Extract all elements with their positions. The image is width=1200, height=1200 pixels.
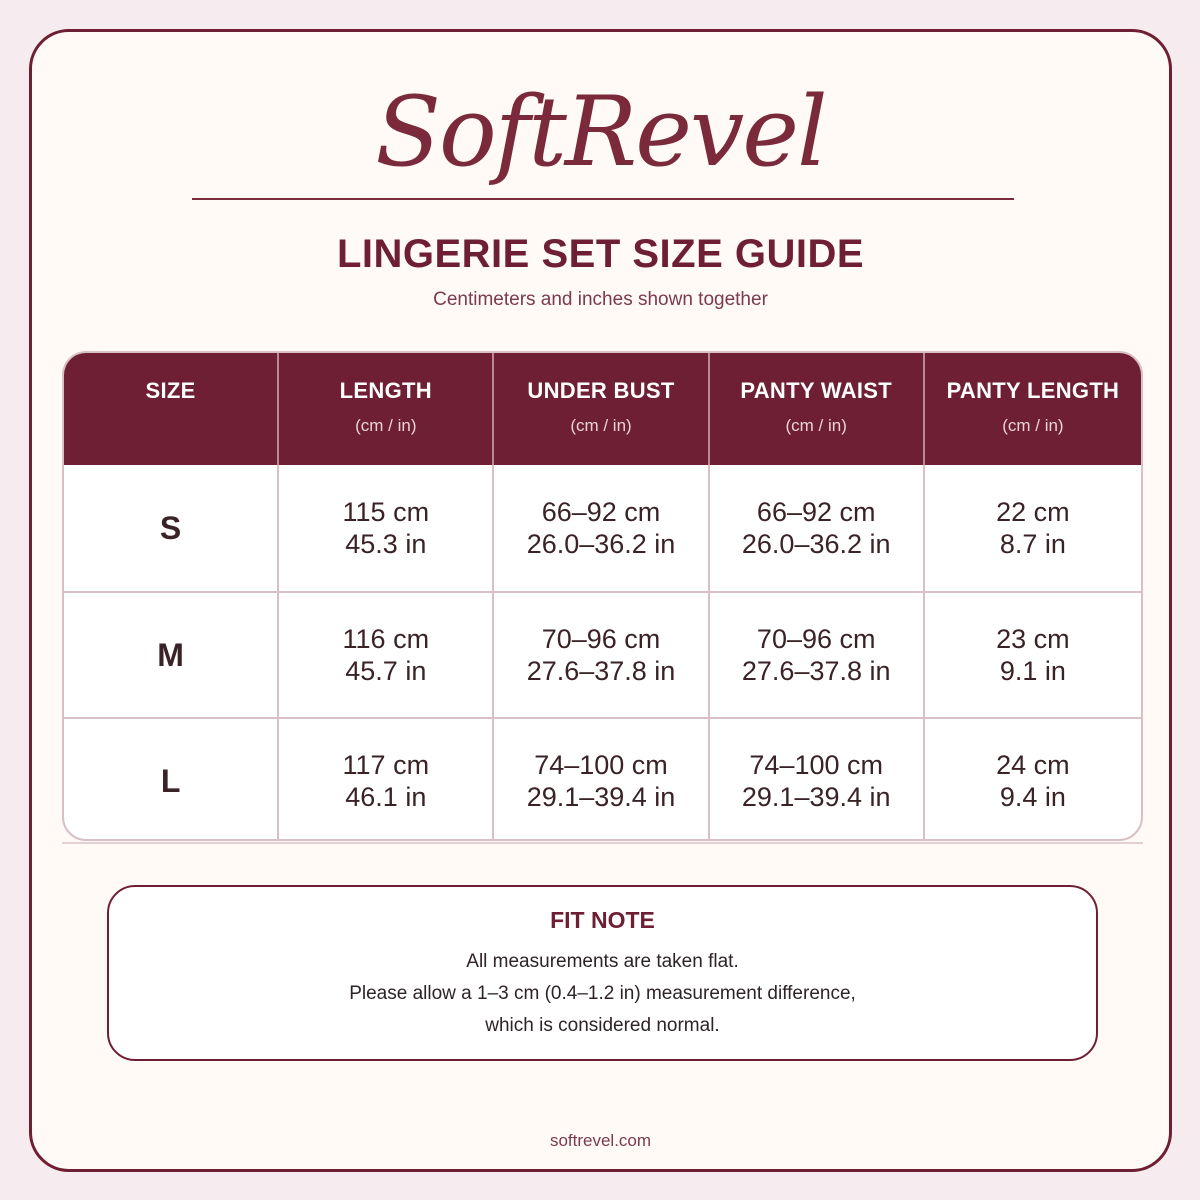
column-header-panty-length [925, 353, 1141, 465]
in-value: 45.3 in [345, 529, 427, 559]
column-header-panty-waist [710, 353, 925, 465]
size-guide-card [29, 29, 1172, 1172]
column-header-label: PANTY WAIST [740, 378, 893, 403]
length-cell [279, 465, 494, 591]
size-table [62, 351, 1143, 841]
table-row-s [64, 465, 1141, 591]
in-value: 26.0–36.2 in [526, 529, 676, 559]
page-title: LINGERIE SET SIZE GUIDE [336, 232, 865, 276]
fit-note-box [107, 885, 1098, 1061]
cm-value: 116 cm [342, 624, 430, 654]
in-value: 9.1 in [999, 656, 1066, 686]
in-value: 29.1–39.4 in [741, 782, 891, 812]
column-header-length [279, 353, 494, 465]
table-body [64, 465, 1141, 841]
table-header-row [64, 353, 1141, 465]
fit-note-line: which is considered normal. [485, 1015, 720, 1036]
under-bust-cell [494, 719, 709, 841]
panty-waist-cell [710, 593, 925, 717]
column-header-label: LENGTH [339, 378, 432, 403]
column-header-unit: (cm / in) [785, 416, 847, 435]
size-cell: L [64, 719, 279, 841]
column-header-label: PANTY LENGTH [946, 378, 1120, 403]
column-header-label: UNDER BUST [527, 378, 675, 403]
column-header-unit: (cm / in) [355, 416, 417, 435]
table-row-m [64, 591, 1141, 717]
in-value: 8.7 in [999, 529, 1066, 559]
cm-value: 70–96 cm [756, 624, 876, 654]
cm-value: 66–92 cm [541, 497, 661, 527]
cm-value: 70–96 cm [541, 624, 661, 654]
column-header-under-bust [494, 353, 709, 465]
in-value: 9.4 in [999, 782, 1066, 812]
panty-waist-cell [710, 465, 925, 591]
under-bust-cell [494, 465, 709, 591]
in-value: 46.1 in [345, 782, 427, 812]
cm-value: 117 cm [342, 750, 430, 780]
in-value: 27.6–37.8 in [741, 656, 891, 686]
size-cell: M [64, 593, 279, 717]
fit-note-line: Please allow a 1–3 cm (0.4–1.2 in) measurement difference, [349, 983, 856, 1004]
brand-logo: SoftRevel [375, 76, 826, 188]
panty-length-cell [925, 719, 1141, 841]
in-value: 29.1–39.4 in [526, 782, 676, 812]
column-header-unit: (cm / in) [570, 416, 632, 435]
panty-length-cell [925, 465, 1141, 591]
column-header-unit: (cm / in) [1002, 416, 1064, 435]
fit-note-title: FIT NOTE [550, 907, 655, 933]
panty-length-cell [925, 593, 1141, 717]
cm-value: 24 cm [996, 750, 1070, 780]
cm-value: 74–100 cm [534, 750, 668, 780]
cm-value: 66–92 cm [756, 497, 876, 527]
cm-value: 115 cm [342, 497, 430, 527]
in-value: 26.0–36.2 in [741, 529, 891, 559]
under-bust-cell [494, 593, 709, 717]
cm-value: 22 cm [996, 497, 1070, 527]
fit-note-line: All measurements are taken flat. [466, 951, 739, 972]
in-value: 45.7 in [345, 656, 427, 686]
table-row-l [64, 717, 1141, 841]
in-value: 27.6–37.8 in [526, 656, 676, 686]
page-subtitle: Centimeters and inches shown together [433, 289, 768, 310]
panty-waist-cell [710, 719, 925, 841]
length-cell [279, 719, 494, 841]
size-cell: S [64, 465, 279, 591]
header-divider [192, 198, 1014, 200]
column-header-size [64, 353, 279, 465]
table-bottom-divider [62, 842, 1143, 844]
length-cell [279, 593, 494, 717]
column-header-label: SIZE [145, 378, 196, 403]
cm-value: 23 cm [996, 624, 1070, 654]
footer-url: softrevel.com [549, 1131, 652, 1150]
cm-value: 74–100 cm [749, 750, 883, 780]
